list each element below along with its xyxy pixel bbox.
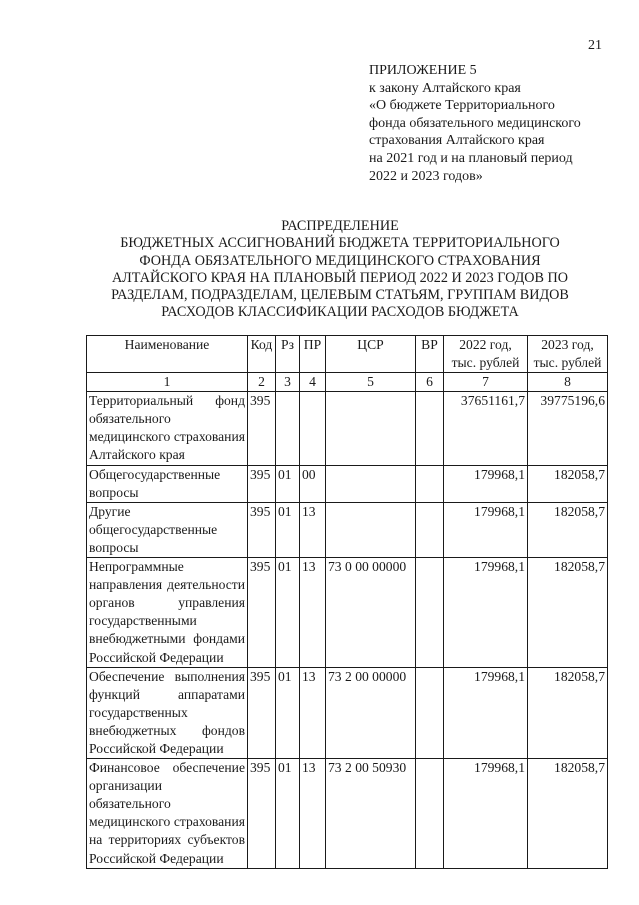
column-number: 8	[528, 373, 608, 392]
header-rz: Рз	[276, 336, 300, 373]
row-2023: 182058,7	[528, 502, 608, 557]
column-number: 3	[276, 373, 300, 392]
row-2023: 182058,7	[528, 558, 608, 668]
budget-table	[86, 335, 608, 869]
row-2022: 179968,1	[444, 502, 528, 557]
table-row	[87, 392, 608, 465]
table-row	[87, 465, 608, 502]
header-csr: ЦСР	[326, 336, 416, 373]
row-csr	[326, 392, 416, 465]
row-rz: 01	[276, 502, 300, 557]
row-2023: 182058,7	[528, 667, 608, 758]
appendix-line: 2022 и 2023 годов»	[369, 168, 483, 184]
row-code: 395	[248, 759, 276, 869]
row-code: 395	[248, 667, 276, 758]
table-row	[87, 558, 608, 668]
row-name: Финансовое обеспечение организации обязательного медицинского страхования на территориях субъектов Российской Федерации	[87, 759, 248, 869]
row-2022: 179968,1	[444, 465, 528, 502]
row-vr	[416, 558, 444, 668]
row-vr	[416, 392, 444, 465]
title-line: БЮДЖЕТНЫХ АССИГНОВАНИЙ БЮДЖЕТА ТЕРРИТОРИАЛЬНОГО	[120, 235, 560, 252]
header-row	[87, 336, 608, 373]
title-line: ФОНДА ОБЯЗАТЕЛЬНОГО МЕДИЦИНСКОГО СТРАХОВАНИЯ	[139, 252, 541, 269]
header-vr: ВР	[416, 336, 444, 373]
row-pr: 13	[300, 502, 326, 557]
row-pr: 00	[300, 465, 326, 502]
row-csr: 73 0 00 00000	[326, 558, 416, 668]
table-row	[87, 667, 608, 758]
title-line: РАСПРЕДЕЛЕНИЕ	[281, 218, 399, 234]
table-row	[87, 759, 608, 869]
column-number-row	[87, 373, 608, 392]
row-vr	[416, 465, 444, 502]
appendix-line: «О бюджете Территориального	[369, 98, 555, 114]
row-2022: 37651161,7	[444, 392, 528, 465]
row-name: Территориальный фонд обязательного медицинского страхования Алтайского края	[87, 392, 248, 465]
appendix-line: страхования Алтайского края	[369, 133, 545, 149]
column-number: 4	[300, 373, 326, 392]
row-name: Непрограммные направления деятельности органов управления государственными внебюджетными фондами Российской Федерации	[87, 558, 248, 668]
column-number: 1	[87, 373, 248, 392]
column-number: 2	[248, 373, 276, 392]
row-code: 395	[248, 465, 276, 502]
column-number: 7	[444, 373, 528, 392]
row-2022: 179968,1	[444, 667, 528, 758]
row-name: Общегосударственные вопросы	[87, 465, 248, 502]
row-pr: 13	[300, 558, 326, 668]
title-line: АЛТАЙСКОГО КРАЯ НА ПЛАНОВЫЙ ПЕРИОД 2022 И 2023 ГОДОВ ПО	[111, 269, 569, 286]
row-rz: 01	[276, 667, 300, 758]
row-vr	[416, 502, 444, 557]
row-2023: 39775196,6	[528, 392, 608, 465]
row-rz: 01	[276, 465, 300, 502]
row-rz: 01	[276, 759, 300, 869]
title-line: РАСХОДОВ КЛАССИФИКАЦИИ РАСХОДОВ БЮДЖЕТА	[161, 304, 519, 321]
appendix-line: ПРИЛОЖЕНИЕ 5	[369, 63, 477, 78]
row-pr: 13	[300, 667, 326, 758]
row-vr	[416, 759, 444, 869]
row-code: 395	[248, 392, 276, 465]
row-rz	[276, 392, 300, 465]
row-code: 395	[248, 502, 276, 557]
row-pr: 13	[300, 759, 326, 869]
column-number: 5	[326, 373, 416, 392]
row-csr	[326, 465, 416, 502]
header-2022: 2022 год, тыс. рублей	[444, 336, 528, 373]
row-2022: 179968,1	[444, 558, 528, 668]
row-csr	[326, 502, 416, 557]
row-csr: 73 2 00 50930	[326, 759, 416, 869]
row-name: Другие общегосударственные вопросы	[87, 502, 248, 557]
header-code: Код	[248, 336, 276, 373]
row-rz: 01	[276, 558, 300, 668]
appendix-block	[369, 62, 634, 185]
row-2023: 182058,7	[528, 759, 608, 869]
page-number: 21	[588, 38, 602, 53]
appendix-line: к закону Алтайского края	[369, 80, 521, 96]
row-code: 395	[248, 558, 276, 668]
table-row	[87, 502, 608, 557]
appendix-line: на 2021 год и на плановый период	[369, 150, 573, 166]
row-vr	[416, 667, 444, 758]
column-number: 6	[416, 373, 444, 392]
header-2023: 2023 год, тыс. рублей	[528, 336, 608, 373]
row-csr: 73 2 00 00000	[326, 667, 416, 758]
row-2022: 179968,1	[444, 759, 528, 869]
document-title	[70, 218, 610, 322]
appendix-line: фонда обязательного медицинского	[369, 115, 581, 131]
row-2023: 182058,7	[528, 465, 608, 502]
row-name: Обеспечение выполнения функций аппаратами государственных внебюджетных фондов Российской Федерации	[87, 667, 248, 758]
row-pr	[300, 392, 326, 465]
title-line: РАЗДЕЛАМ, ПОДРАЗДЕЛАМ, ЦЕЛЕВЫМ СТАТЬЯМ, ГРУППАМ ВИДОВ	[111, 287, 569, 304]
header-pr: ПР	[300, 336, 326, 373]
header-name: Наименование	[87, 336, 248, 373]
